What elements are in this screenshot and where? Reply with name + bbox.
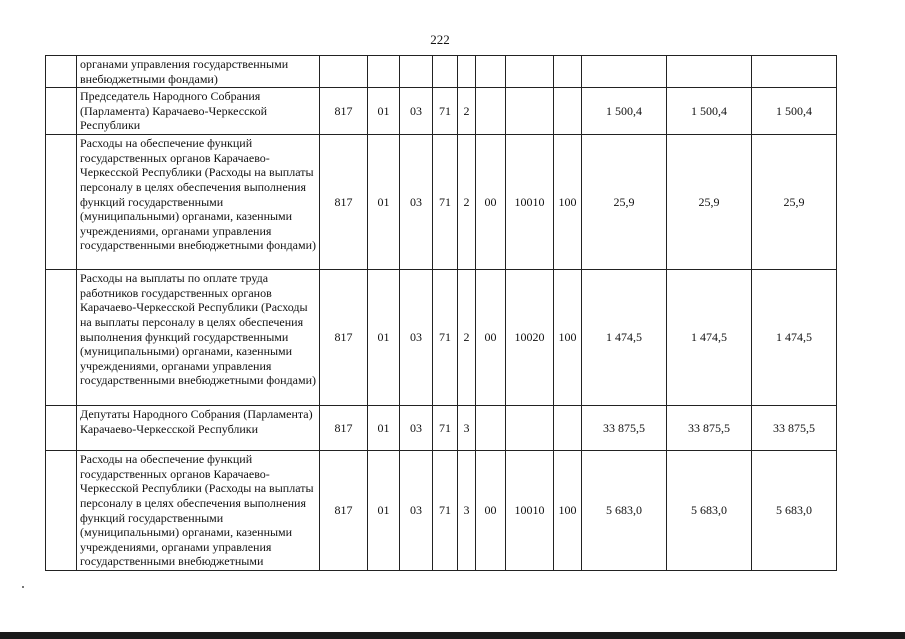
row-margin-cell	[46, 451, 77, 571]
scan-speck	[22, 586, 24, 588]
cell-sum-3: 1 474,5	[752, 270, 837, 406]
cell-main-activity	[476, 56, 506, 88]
cell-sum-1: 1 500,4	[582, 88, 667, 135]
cell-sum-2: 5 683,0	[667, 451, 752, 571]
cell-rz: 01	[368, 451, 400, 571]
cell-program: 71	[433, 88, 458, 135]
cell-subprogram: 3	[458, 451, 476, 571]
row-margin-cell	[46, 135, 77, 270]
row-description: органами управления государственными внебюджетными фондами)	[77, 56, 320, 88]
page-number: 222	[430, 32, 450, 47]
cell-sum-1: 25,9	[582, 135, 667, 270]
cell-program: 71	[433, 451, 458, 571]
cell-rz	[368, 56, 400, 88]
cell-vr: 100	[554, 270, 582, 406]
row-margin-cell	[46, 406, 77, 451]
cell-pr	[400, 56, 433, 88]
table-row	[46, 135, 837, 270]
cell-main-activity: 00	[476, 270, 506, 406]
row-description: Депутаты Народного Собрания (Парламента) Карачаево-Черкесской Республики	[77, 406, 320, 451]
cell-sum-3: 33 875,5	[752, 406, 837, 451]
scan-bottom-edge	[0, 632, 905, 639]
cell-program: 71	[433, 406, 458, 451]
cell-direction	[506, 56, 554, 88]
cell-program	[433, 56, 458, 88]
cell-vr: 100	[554, 451, 582, 571]
table-row	[46, 88, 837, 135]
cell-sum-2: 1 474,5	[667, 270, 752, 406]
cell-ved: 817	[320, 135, 368, 270]
table-row	[46, 406, 837, 451]
cell-main-activity	[476, 406, 506, 451]
row-description: Расходы на обеспечение функций государственных органов Карачаево-Черкесской Республики (Расходы на выплаты персоналу в целях обеспечения выполнения функций государственными (муниципальными) органами, казенными учреждениями, органами управления государственными внебюджетными фондами)	[77, 135, 320, 270]
cell-direction	[506, 406, 554, 451]
cell-subprogram: 2	[458, 270, 476, 406]
cell-subprogram: 2	[458, 88, 476, 135]
cell-sum-3	[752, 56, 837, 88]
cell-sum-3: 1 500,4	[752, 88, 837, 135]
cell-direction	[506, 88, 554, 135]
cell-main-activity	[476, 88, 506, 135]
cell-vr	[554, 56, 582, 88]
cell-sum-2: 33 875,5	[667, 406, 752, 451]
cell-main-activity: 00	[476, 451, 506, 571]
cell-program: 71	[433, 270, 458, 406]
row-margin-cell	[46, 270, 77, 406]
cell-rz: 01	[368, 270, 400, 406]
cell-ved: 817	[320, 406, 368, 451]
cell-sum-1	[582, 56, 667, 88]
cell-subprogram	[458, 56, 476, 88]
cell-vr: 100	[554, 135, 582, 270]
cell-sum-3: 25,9	[752, 135, 837, 270]
cell-subprogram: 2	[458, 135, 476, 270]
cell-sum-1: 5 683,0	[582, 451, 667, 571]
cell-program: 71	[433, 135, 458, 270]
row-description: Расходы на выплаты по оплате труда работников государственных органов Карачаево-Черкесской Республики (Расходы на выплаты персоналу в целях обеспечения выполнения функций государственными (муниципальными) органами, казенными учреждениями, органами управления государственными внебюджетными фондами)	[77, 270, 320, 406]
cell-pr: 03	[400, 88, 433, 135]
table-row	[46, 451, 837, 571]
cell-pr: 03	[400, 135, 433, 270]
cell-pr: 03	[400, 451, 433, 571]
table-row	[46, 270, 837, 406]
cell-ved: 817	[320, 451, 368, 571]
budget-table	[45, 55, 837, 571]
cell-sum-3: 5 683,0	[752, 451, 837, 571]
cell-pr: 03	[400, 406, 433, 451]
cell-sum-2: 25,9	[667, 135, 752, 270]
cell-sum-1: 1 474,5	[582, 270, 667, 406]
cell-ved	[320, 56, 368, 88]
cell-vr	[554, 406, 582, 451]
cell-direction: 10010	[506, 451, 554, 571]
table-row	[46, 56, 837, 88]
cell-rz: 01	[368, 88, 400, 135]
cell-sum-2: 1 500,4	[667, 88, 752, 135]
cell-subprogram: 3	[458, 406, 476, 451]
cell-rz: 01	[368, 406, 400, 451]
cell-vr	[554, 88, 582, 135]
row-description: Расходы на обеспечение функций государственных органов Карачаево-Черкесской Республики (Расходы на выплаты персоналу в целях обеспечения выполнения функций государственными (муниципальными) органами, казенными учреждениями, органами управления государственными внебюджетными	[77, 451, 320, 571]
row-margin-cell	[46, 88, 77, 135]
cell-direction: 10020	[506, 270, 554, 406]
cell-main-activity: 00	[476, 135, 506, 270]
row-margin-cell	[46, 56, 77, 88]
cell-sum-1: 33 875,5	[582, 406, 667, 451]
cell-ved: 817	[320, 270, 368, 406]
cell-pr: 03	[400, 270, 433, 406]
cell-direction: 10010	[506, 135, 554, 270]
cell-ved: 817	[320, 88, 368, 135]
row-description: Председатель Народного Собрания (Парламента) Карачаево-Черкесской Республики	[77, 88, 320, 135]
cell-rz: 01	[368, 135, 400, 270]
cell-sum-2	[667, 56, 752, 88]
